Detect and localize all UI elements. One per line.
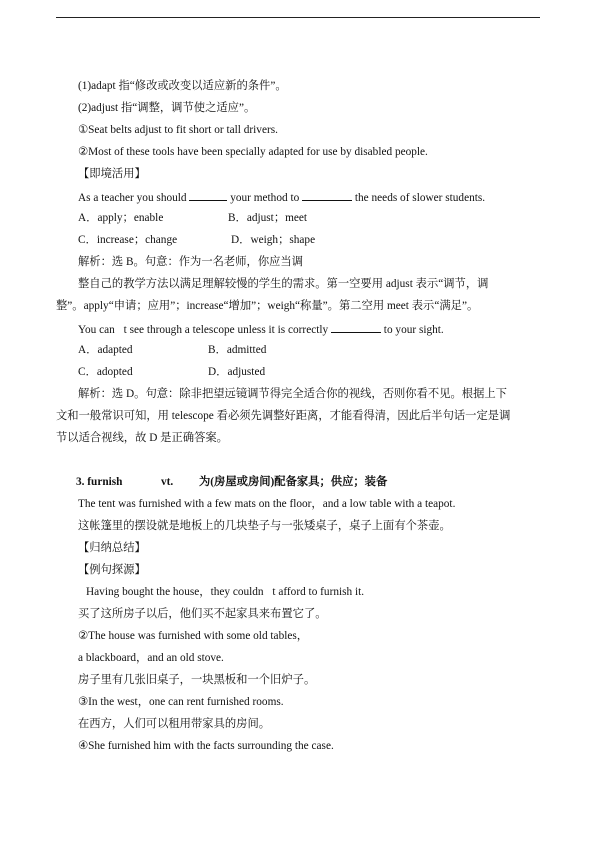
example-2-en-line-1: ②The house was furnished with some old tables， <box>78 630 309 642</box>
option-d-2: D．adjusted <box>208 366 266 378</box>
options-row-2 <box>78 233 315 247</box>
vocab-part-of-speech: vt. <box>161 476 174 488</box>
vocab-word: 3. furnish <box>76 476 123 488</box>
example-4-en: ④She furnished him with the facts surrounding the case. <box>78 740 334 752</box>
question-2-part-b: to your sight. <box>380 324 444 336</box>
example-sentence-2: ②Most of these tools have been specially adapted for use by disabled people. <box>78 146 428 158</box>
options-row-4 <box>78 365 265 379</box>
section-heading-practice: 【即境活用】 <box>78 168 146 180</box>
answer-blank-1 <box>189 189 227 201</box>
question-2 <box>78 321 444 337</box>
option-c-2: C．adopted <box>78 366 133 378</box>
explanation-2-line-3: 节以适合视线，故 D 是正确答案。 <box>56 432 228 444</box>
explanation-1-line-2: 整自己的教学方法以满足理解较慢的学生的需求。第一空要用 adjust 表示“调节，调 <box>78 278 489 290</box>
section-heading-summary: 【归纳总结】 <box>78 542 146 554</box>
options-row-3 <box>78 343 266 357</box>
option-b-2: B．admitted <box>208 344 267 356</box>
vocab-heading-furnish <box>76 475 387 489</box>
option-a-2: A．adapted <box>78 344 133 356</box>
example-3-zh: 在西方，人们可以租用带家具的房间。 <box>78 718 271 730</box>
example-2-zh: 房子里有几张旧桌子，一块黑板和一个旧炉子。 <box>78 674 316 686</box>
furnish-example-en: The tent was furnished with a few mats on the floor，and a low table with a teapot. <box>78 498 456 510</box>
question-1-part-b: your method to <box>227 192 303 204</box>
example-1-zh: 买了这所房子以后，他们买不起家具来布置它了。 <box>78 608 327 620</box>
explanation-2-line-2: 文和一般常识可知，用 telescope 看必须先调整好距离，才能看得清，因此后半句话一定是调 <box>56 410 511 422</box>
question-1-part-a: As a teacher you should <box>78 192 190 204</box>
question-2-part-a: You can t see through a telescope unless it is correctly <box>78 324 331 336</box>
example-3-en: ③In the west，one can rent furnished rooms. <box>78 696 284 708</box>
definition-adapt: (1)adapt 指“修改或改变以适应新的条件”。 <box>78 80 287 92</box>
explanation-1-line-1: 解析：选 B。句意：作为一名老师，你应当调 <box>78 256 304 268</box>
answer-blank-2 <box>302 189 352 201</box>
explanation-1-line-3: 整”。apply“申请；应用”；increase“增加”；weigh“称量”。第二空用 meet 表示“满足”。 <box>56 300 479 312</box>
answer-blank-3 <box>331 321 381 333</box>
option-d: D．weigh；shape <box>231 234 316 246</box>
example-2-en-line-2: a blackboard，and an old stove. <box>78 652 224 664</box>
question-1 <box>78 189 485 205</box>
option-b: B．adjust；meet <box>228 212 308 224</box>
explanation-2-line-1: 解析：选 D。句意：除非把望远镜调节得完全适合你的视线，否则你看不见。根据上下 <box>78 388 507 400</box>
vocab-meaning: 为(房屋或房间)配备家具；供应；装备 <box>199 476 388 488</box>
example-sentence-1: ①Seat belts adjust to fit short or tall drivers. <box>78 124 278 136</box>
example-1-en: Having bought the house，they couldn t afford to furnish it. <box>86 586 365 598</box>
definition-adjust: (2)adjust 指“调整，调节使之适应”。 <box>78 102 256 114</box>
furnish-example-zh: 这帐篷里的摆设就是地板上的几块垫子与一张矮桌子，桌子上面有个茶壶。 <box>78 520 451 532</box>
option-a: A．apply；enable <box>78 212 164 224</box>
options-row-1 <box>78 211 307 225</box>
option-c: C．increase；change <box>78 234 178 246</box>
section-heading-examples: 【例句探源】 <box>78 564 146 576</box>
question-1-part-c: the needs of slower students. <box>352 192 486 204</box>
